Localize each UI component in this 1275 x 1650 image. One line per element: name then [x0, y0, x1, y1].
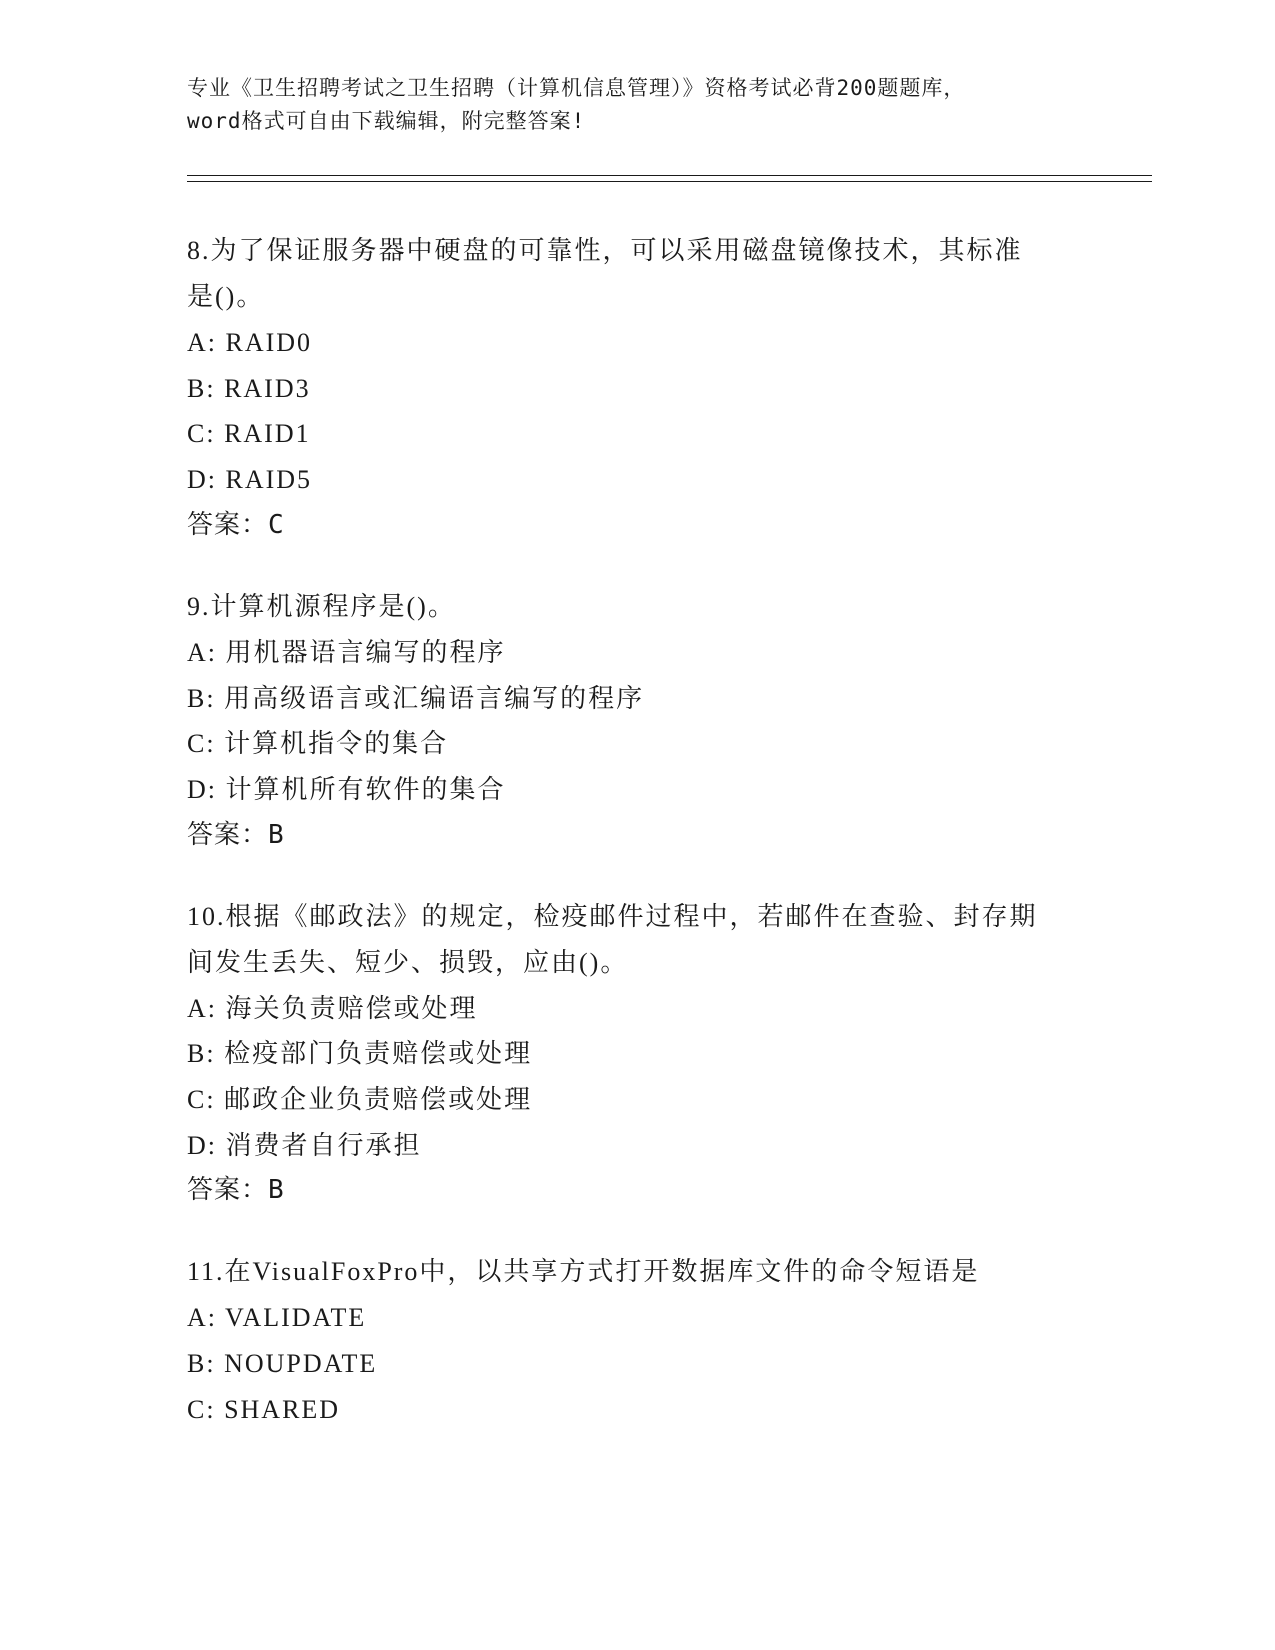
- answer-line: 答案：B: [187, 1175, 285, 1206]
- answer-line: 答案：C: [187, 509, 285, 540]
- question-11: [187, 1249, 1107, 1432]
- option-b: B: RAID3: [187, 373, 311, 403]
- option-d: D: 计算机所有软件的集合: [187, 774, 506, 804]
- question-stem: 8.为了保证服务器中硬盘的可靠性，可以采用磁盘镜像技术，其标准: [187, 236, 1023, 265]
- document-header: [187, 72, 1087, 138]
- option-c: C: SHARED: [187, 1394, 341, 1424]
- option-c: C: 邮政企业负责赔偿或处理: [187, 1085, 533, 1115]
- question-9: [187, 584, 1107, 858]
- option-b: B: 用高级语言或汇编语言编写的程序: [187, 683, 645, 713]
- header-divider-top: [187, 175, 1152, 176]
- answer-line: 答案：B: [187, 819, 285, 850]
- header-line-1: 专业《卫生招聘考试之卫生招聘（计算机信息管理）》资格考试必背200题题库，: [187, 76, 966, 100]
- option-a: A: RAID0: [187, 328, 313, 357]
- question-10: [187, 894, 1107, 1214]
- question-stem-continued: 间发生丢失、短少、损毁，应由()。: [187, 947, 629, 977]
- option-a: A: 海关负责赔偿或处理: [187, 993, 478, 1023]
- option-c: C: RAID1: [187, 419, 311, 449]
- question-list: [187, 228, 1107, 1469]
- option-b: B: NOUPDATE: [187, 1349, 378, 1379]
- header-line-2: word格式可自由下载编辑，附完整答案!: [187, 109, 586, 133]
- question-stem-continued: 是()。: [187, 282, 265, 311]
- header-divider-bottom: [187, 181, 1152, 182]
- option-c: C: 计算机指令的集合: [187, 729, 449, 759]
- option-d: D: RAID5: [187, 465, 313, 495]
- question-stem: 11.在VisualFoxPro中，以共享方式打开数据库文件的命令短语是: [187, 1257, 980, 1287]
- question-stem: 10.根据《邮政法》的规定，检疫邮件过程中，若邮件在查验、封存期: [187, 901, 1038, 931]
- question-stem: 9.计算机源程序是()。: [187, 591, 456, 621]
- option-b: B: 检疫部门负责赔偿或处理: [187, 1039, 533, 1069]
- option-a: A: 用机器语言编写的程序: [187, 637, 506, 667]
- option-a: A: VALIDATE: [187, 1303, 367, 1333]
- question-8: [187, 228, 1107, 548]
- option-d: D: 消费者自行承担: [187, 1130, 422, 1160]
